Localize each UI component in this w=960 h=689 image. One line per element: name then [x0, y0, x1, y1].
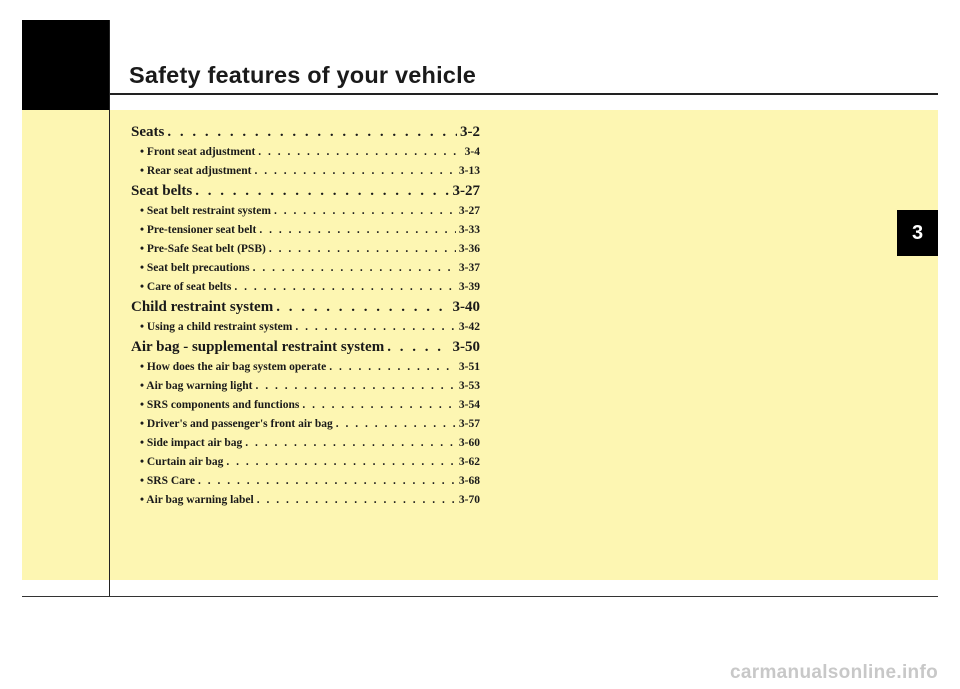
toc-entry-label: • Air bag warning label	[140, 494, 254, 506]
toc-dot-leader	[387, 337, 449, 358]
toc-entry-page: 3-70	[458, 494, 480, 506]
toc-dot-leader	[295, 318, 456, 337]
toc-entry-page: 3-62	[458, 456, 480, 468]
toc-dot-leader	[253, 259, 456, 278]
toc-subsection-entry[interactable]	[131, 491, 480, 510]
toc-subsection-entry[interactable]	[131, 221, 480, 240]
toc-entry-label: • How does the air bag system operate	[140, 361, 327, 373]
toc-entry-label: • Care of seat belts	[140, 281, 232, 293]
toc-subsection-entry[interactable]	[131, 259, 480, 278]
toc-subsection-entry[interactable]	[131, 240, 480, 259]
toc-entry-page: 3-39	[458, 281, 480, 293]
toc-entry-page: 3-54	[458, 399, 480, 411]
toc-entry-page: 3-13	[458, 165, 480, 177]
toc-entry-page: 3-42	[458, 321, 480, 333]
toc-entry-label: • Seat belt precautions	[140, 262, 250, 274]
toc-section-entry[interactable]	[131, 297, 480, 318]
toc-dot-leader	[336, 415, 456, 434]
toc-entry-label: Seat belts	[131, 183, 193, 199]
bottom-rule	[22, 596, 938, 597]
left-margin-rule	[109, 20, 110, 597]
toc-entry-label: Air bag - supplemental restraint system	[131, 339, 385, 355]
toc-subsection-entry[interactable]	[131, 278, 480, 297]
toc-dot-leader	[302, 396, 456, 415]
toc-dot-leader	[245, 434, 456, 453]
toc-subsection-entry[interactable]	[131, 143, 480, 162]
toc-dot-leader	[226, 453, 456, 472]
toc-dot-leader	[329, 358, 456, 377]
table-of-contents	[131, 122, 480, 510]
toc-entry-label: • Curtain air bag	[140, 456, 224, 468]
toc-entry-page: 3-27	[452, 183, 480, 199]
toc-dot-leader	[255, 377, 455, 396]
toc-dot-leader	[269, 240, 456, 259]
page-header	[110, 20, 938, 110]
toc-entry-page: 3-40	[452, 299, 480, 315]
page-title: Safety features of your vehicle	[129, 62, 477, 88]
toc-entry-page: 3-57	[458, 418, 480, 430]
toc-dot-leader	[259, 221, 456, 240]
toc-section-entry[interactable]	[131, 122, 480, 143]
toc-entry-label: • SRS Care	[140, 475, 195, 487]
toc-entry-label: • Front seat adjustment	[140, 146, 256, 158]
toc-entry-label: • Air bag warning light	[140, 380, 253, 392]
toc-entry-page: 3-4	[464, 146, 480, 158]
toc-entry-page: 3-53	[458, 380, 480, 392]
toc-section-entry[interactable]	[131, 337, 480, 358]
toc-entry-page: 3-60	[458, 437, 480, 449]
title-underline	[110, 93, 938, 95]
watermark: carmanualsonline.info	[730, 662, 938, 683]
toc-entry-label: • Using a child restraint system	[140, 321, 293, 333]
toc-subsection-entry[interactable]	[131, 358, 480, 377]
toc-entry-label: Child restraint system	[131, 299, 274, 315]
toc-dot-leader	[167, 122, 457, 143]
toc-entry-page: 3-2	[460, 124, 480, 140]
toc-entry-page: 3-50	[452, 339, 480, 355]
toc-entry-label: • Seat belt restraint system	[140, 205, 271, 217]
toc-subsection-entry[interactable]	[131, 415, 480, 434]
toc-subsection-entry[interactable]	[131, 377, 480, 396]
toc-dot-leader	[234, 278, 456, 297]
toc-entry-page: 3-51	[458, 361, 480, 373]
toc-dot-leader	[198, 472, 456, 491]
toc-subsection-entry[interactable]	[131, 396, 480, 415]
toc-dot-leader	[254, 162, 455, 181]
toc-subsection-entry[interactable]	[131, 318, 480, 337]
toc-dot-leader	[195, 181, 449, 202]
toc-entry-page: 3-68	[458, 475, 480, 487]
toc-entry-label: Seats	[131, 124, 165, 140]
toc-entry-label: • Side impact air bag	[140, 437, 243, 449]
toc-dot-leader	[274, 202, 456, 221]
toc-dot-leader	[258, 143, 461, 162]
toc-dot-leader	[257, 491, 456, 510]
toc-entry-page: 3-27	[458, 205, 480, 217]
toc-entry-label: • Pre-Safe Seat belt (PSB)	[140, 243, 266, 255]
toc-subsection-entry[interactable]	[131, 434, 480, 453]
chapter-tab[interactable]: 3	[897, 210, 938, 256]
toc-subsection-entry[interactable]	[131, 202, 480, 221]
header-black-block	[22, 20, 110, 110]
toc-subsection-entry[interactable]	[131, 162, 480, 181]
toc-entry-label: • SRS components and functions	[140, 399, 300, 411]
toc-entry-page: 3-33	[458, 224, 480, 236]
toc-subsection-entry[interactable]	[131, 472, 480, 491]
toc-subsection-entry[interactable]	[131, 453, 480, 472]
toc-entry-page: 3-37	[458, 262, 480, 274]
toc-entry-page: 3-36	[458, 243, 480, 255]
toc-dot-leader	[276, 297, 449, 318]
toc-entry-label: • Pre-tensioner seat belt	[140, 224, 257, 236]
toc-entry-label: • Rear seat adjustment	[140, 165, 252, 177]
toc-entry-label: • Driver's and passenger's front air bag	[140, 418, 333, 430]
toc-section-entry[interactable]	[131, 181, 480, 202]
